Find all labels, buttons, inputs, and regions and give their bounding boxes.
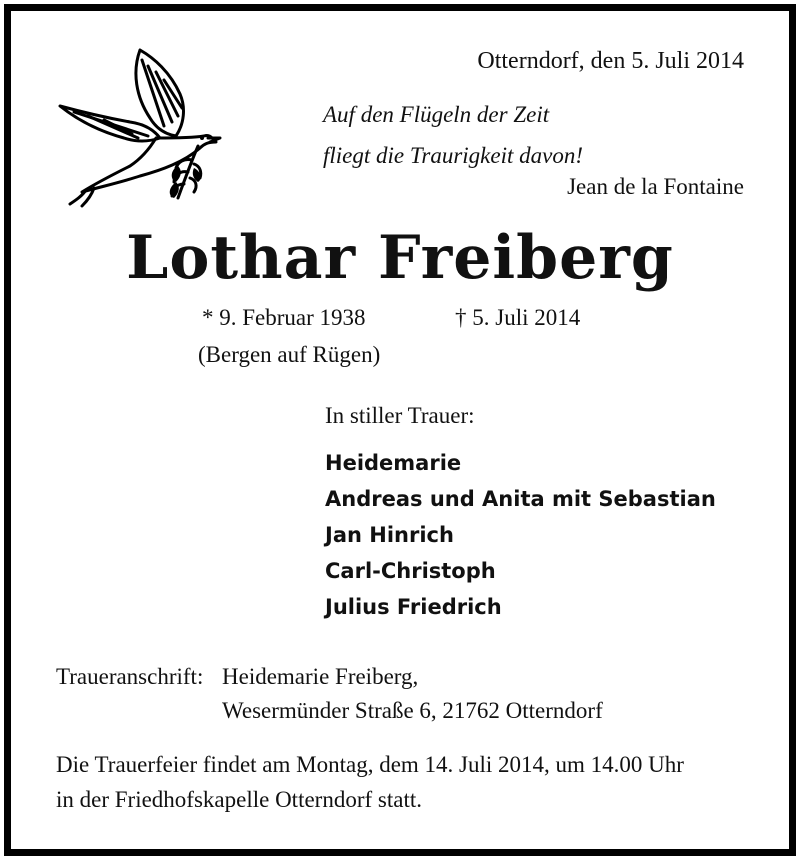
death-date: † 5. Juli 2014 <box>455 305 581 330</box>
mourner-name: Andreas und Anita mit Sebastian <box>325 487 716 511</box>
mourning-intro: In stiller Trauer: <box>325 403 475 428</box>
birthplace: (Bergen auf Rügen) <box>198 342 381 367</box>
quote-line-2: fliegt die Traurigkeit davon! <box>323 143 583 168</box>
address-street: Wesermünder Straße 6, 21762 Otterndorf <box>222 698 603 723</box>
ceremony-line-1: Die Trauerfeier findet am Montag, dem 14. Juli 2014, um 14.00 Uhr <box>56 752 684 777</box>
mourner-name: Carl-Christoph <box>325 559 496 583</box>
dove-icon <box>52 42 224 210</box>
ceremony-line-2: in der Friedhofskapelle Otterndorf statt. <box>56 787 422 812</box>
mourners-list <box>325 447 716 627</box>
quote-author: Jean de la Fontaine <box>567 174 744 199</box>
place-and-date: Otterndorf, den 5. Juli 2014 <box>477 48 744 74</box>
mourner-name: Jan Hinrich <box>325 523 454 547</box>
mourner-name: Heidemarie <box>325 451 462 475</box>
address-label: Traueranschrift: <box>56 664 204 689</box>
quote-line-1: Auf den Flügeln der Zeit <box>323 102 550 127</box>
deceased-name: Lothar Freiberg <box>126 223 674 293</box>
mourner-name: Julius Friedrich <box>325 595 502 619</box>
birth-date: * 9. Februar 1938 <box>202 305 366 330</box>
address-name: Heidemarie Freiberg, <box>222 664 419 689</box>
